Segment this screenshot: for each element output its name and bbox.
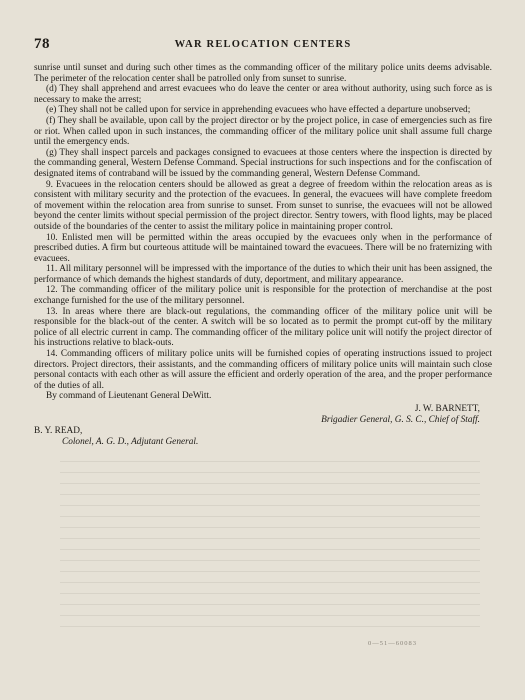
paragraph-14: 14. Commanding officers of military police units will be furnished copies of operating instructions issued to project directors. Project directors, their assistants, and the commanding officers of military police units will maintain such close personal contacts with each other as will assure the efficient and orderly operation of the area, and the proper performance of the duties of all. (34, 349, 492, 391)
running-head: WAR RELOCATION CENTERS (174, 39, 352, 50)
paragraph-f: (f) They shall be available, upon call by the project director or by the project police, in case of emergencies such as fire or riot. When called upon in such instances, the commanding officer of the military police unit shall assume full charge until the emergency ends. (34, 115, 492, 148)
paragraph-e: (e) They shall not be called upon for service in apprehending evacuees who have effected a departure unobserved; (46, 105, 471, 116)
paragraph-10: 10. Enlisted men will be permitted within the areas occupied by the evacuees only when in the performance of prescribed duties. A firm but courteous attitude will be maintained toward the evacuees. There will be no fraternizing with evacuees. (34, 232, 492, 264)
signature-title: Brigadier General, G. S. C., Chief of Staff. (321, 414, 480, 425)
page-number: 78 (34, 36, 50, 52)
printer-mark: 0—51—60083 (368, 640, 417, 647)
signature-name: J. W. BARNETT, (414, 404, 480, 414)
show-through-texture (60, 455, 480, 635)
signature-chief-of-staff (34, 404, 492, 425)
paragraph-12: 12. The commanding officer of the military police unit is responsible for the protection of merchandise at the post exchange furnished for the use of the military personnel. (34, 285, 492, 307)
signature-name: B. Y. READ, (34, 426, 83, 437)
body-text (34, 63, 492, 447)
signature-adjutant-general (34, 426, 492, 447)
paragraph-9: 9. Evacuees in the relocation centers should be allowed as great a degree of freedom within the relocation areas as is consistent with military security and the protection of the evacuees. In general, the evacuees will have complete freedom of movement within the relocation area from sunrise to sunset. From sunset to sunrise, the evacuees will not be allowed beyond the center limits without special permission of the project director. Sentry towers, with flood lights, may be placed outside of the boundaries of the center to assist the military police in maintaining proper control. (34, 179, 492, 232)
signature-block (34, 404, 492, 447)
paragraph-continuation: sunrise until sunset and during such other times as the commanding officer of the military police units deems advisable. The perimeter of the relocation center shall be patrolled only from sunset to sunrise. (34, 63, 492, 84)
paragraph-13: 13. In areas where there are black-out regulations, the commanding officer of the military police unit will be responsible for the black-out of the center. A switch will be so located as to permit the prompt cut-off by the military police of all electric current in camp. The commanding officer of the military police unit will notify the project director of his instructions relative to black-outs. (34, 306, 492, 349)
page-header (34, 36, 492, 56)
signature-title: Colonel, A. G. D., Adjutant General. (62, 436, 199, 447)
paragraph-d: (d) They shall apprehend and arrest evacuees who do leave the center or area without authority, using such force as is necessary to make the arrest; (34, 84, 492, 105)
paragraph-11: 11. All military personnel will be impressed with the importance of the duties to which their unit has been assigned, the performance of which demands the highest standards of duty, deportment, and military appearance. (34, 264, 492, 285)
by-command-line: By command of Lieutenant General DeWitt. (46, 391, 212, 402)
paragraph-g: (g) They shall inspect parcels and packages consigned to evacuees at those centers where the inspection is directed by the commanding general, Western Defense Command. Special instructions for such inspections and for the confiscation of designated items of contraband will be issued by the commanding general, Western Defense Command. (34, 147, 492, 179)
